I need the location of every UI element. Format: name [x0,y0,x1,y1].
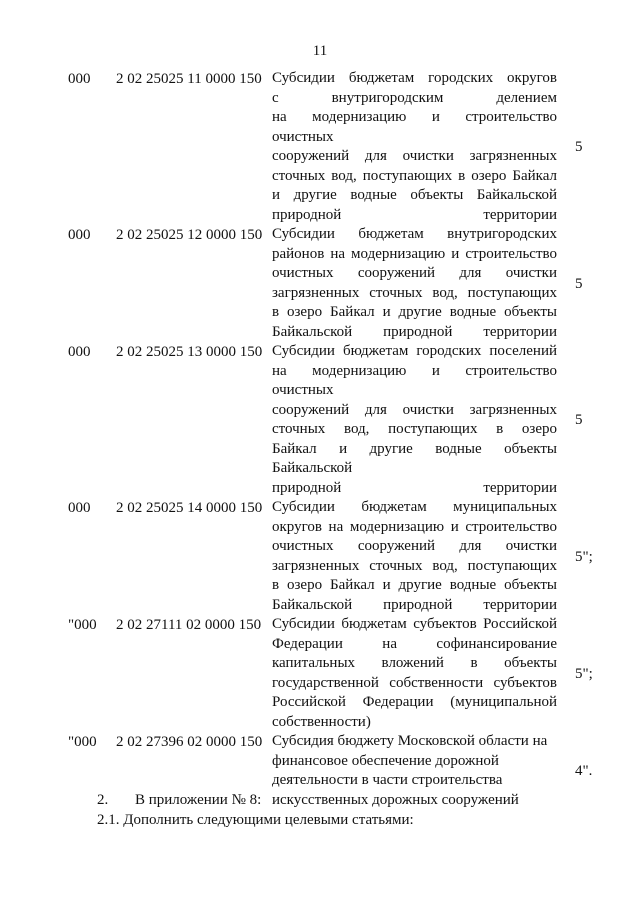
description-line: финансовое обеспечение дорожной [272,752,499,769]
description-line: Федерации на софинансирование [272,635,557,652]
amount-value: 5 [575,275,583,292]
description-line: деятельности в части строительства [272,772,503,788]
admin-code: 000 [68,500,91,516]
description-line: округов на модернизацию и строительство [272,518,557,535]
description-line: природной территории [272,206,557,223]
description-line: загрязненных сточных вод, поступающих [272,284,557,301]
paragraph-text: В приложении № 8: [135,792,262,808]
row-description [272,225,557,342]
amount-value: 5"; [575,548,593,565]
description-line: Субсидии бюджетам внутригородских [272,226,557,242]
description-line: Субсидии бюджетам городских округов [272,70,557,86]
description-line: сооружений для очистки загрязненных [272,401,557,418]
paragraph-number: 2. [97,792,109,808]
description-line: собственности) [272,713,371,730]
description-line: Субсидии бюджетам субъектов Российской [272,616,557,632]
description-line: государственной собственности субъектов [272,674,557,691]
description-line: Российской Федерации (муниципальной [272,694,557,710]
table-row [0,615,640,732]
description-line: Байкальской природной территории [272,323,557,340]
amount-value: 5"; [575,665,593,682]
paragraph-item-2 [97,790,261,810]
description-line: Байкал и другие водные объекты Байкальской [272,440,557,476]
description-line: капитальных вложений в объекты [272,655,557,671]
description-line: сооружений для очистки загрязненных [272,148,557,164]
description-line: очистных сооружений для очистки [272,538,557,554]
table-row [0,498,640,615]
description-line: искусственных дорожных сооружений [272,791,519,808]
row-description [272,342,557,498]
budget-table [0,69,640,810]
budget-classification-code: 2 02 25025 14 0000 150 [116,500,263,516]
table-row [0,342,640,498]
description-line: Субсидии бюджетам муниципальных [272,499,557,515]
row-description [272,615,557,732]
admin-code: 000 [68,71,91,87]
description-line: сточных вод, поступающих в озеро [272,421,557,437]
description-line: в озеро Байкал и другие водные объекты [272,577,557,593]
description-line: на модернизацию и строительство очистных [272,109,557,145]
description-line: природной территории [272,479,557,496]
admin-code: "000 [68,617,97,633]
budget-classification-code: 2 02 25025 13 0000 150 [116,344,263,360]
description-line: в озеро Байкал и другие водные объекты [272,304,557,320]
description-line: на модернизацию и строительство очистных [272,362,557,398]
description-line: загрязненных сточных вод, поступающих [272,557,557,574]
row-description [272,732,557,810]
table-row [0,225,640,342]
budget-classification-code: 2 02 25025 11 0000 150 [116,71,262,87]
row-description [272,498,557,615]
description-line: сточных вод, поступающих в озеро Байкал [272,167,557,184]
amount-value: 4". [575,763,593,779]
budget-classification-code: 2 02 27111 02 0000 150 [116,617,262,633]
description-line: Байкальской природной территории [272,596,557,613]
description-line: Субсидии бюджетам городских поселений [272,343,557,359]
table-row [0,69,640,225]
admin-code: "000 [68,734,97,750]
admin-code: 000 [68,227,91,243]
description-line: Субсидия бюджету Московской области на [272,733,548,749]
description-line: и другие водные объекты Байкальской [272,187,557,203]
budget-classification-code: 2 02 25025 12 0000 150 [116,227,263,243]
description-line: районов на модернизацию и строительство [272,245,557,262]
description-line: очистных сооружений для очистки [272,265,557,281]
page-number: 11 [312,43,328,59]
table-row [0,732,640,810]
budget-classification-code: 2 02 27396 02 0000 150 [116,734,263,750]
admin-code: 000 [68,344,91,360]
amount-value: 5 [575,139,583,155]
paragraph-item-2-1: 2.1. Дополнить следующими целевыми статьями: [97,812,414,828]
description-line: с внутригородским делением [272,89,557,106]
amount-value: 5 [575,412,583,428]
row-description [272,69,557,225]
